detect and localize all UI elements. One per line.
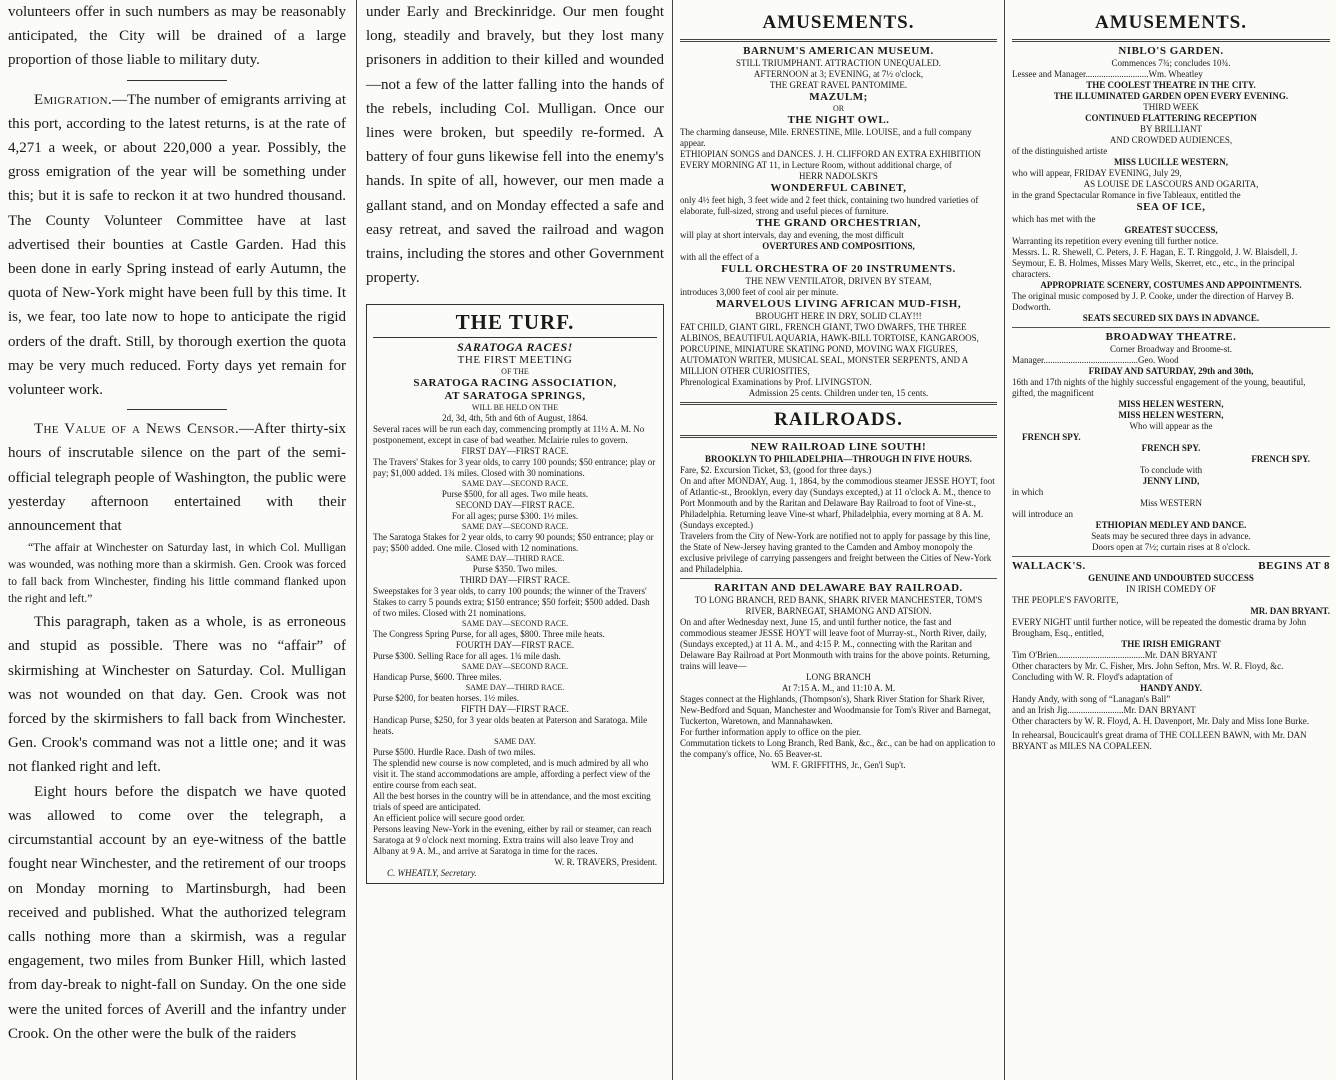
race-dates: 2d, 3d, 4th, 5th and 6th of August, 1864. xyxy=(442,413,588,424)
broadway-line: Miss WESTERN xyxy=(1139,498,1203,508)
race-subheading: SAME DAY—SECOND RACE. xyxy=(461,619,569,629)
raritan-subtitle: TO LONG BRANCH, RED BANK, SHARK RIVER MANCHESTER, TOM'S RIVER, BARNEGAT, SHAMONG AND ATSION. xyxy=(694,595,983,616)
rule xyxy=(680,578,997,579)
wallack-line: IN IRISH COMEDY OF xyxy=(1126,584,1216,594)
barnum-curiosities: FAT CHILD, GIANT GIRL, FRENCH GIANT, TWO DWARFS, THE THREE ALBINOS, BEAUTIFUL AQUARIA, HAWK-BILL TORTOISE, KANGAROOS, PORCUPINE, MINIATURE SKATING POND, MOVING WAX FIGURES, AUTOMATON WRITER, MUSICAL SEAL, MONSTER SERPENTS, AND A MILLION OTHER CURIOSITIES, xyxy=(680,322,979,376)
race-text: The Congress Spring Purse, for all ages, $800. Three mile heats. xyxy=(373,629,605,640)
turf-heading: THE TURF. xyxy=(373,309,657,338)
niblo-line: CONTINUED FLATTERING RECEPTION xyxy=(1085,113,1257,123)
barnum-text: introduces 3,000 feet of cool air per minute. xyxy=(680,287,839,297)
barnum-line: AFTERNOON at 3; EVENING, at 7½ o'clock, xyxy=(753,69,924,79)
niblo-line: THE ILLUMINATED GARDEN OPEN EVERY EVENING. xyxy=(1053,91,1289,101)
barnum-mazulm: MAZULM; xyxy=(809,91,868,103)
barnum-full-orchestra: FULL ORCHESTRA OF 20 INSTRUMENTS. xyxy=(721,263,956,275)
broadway-line: JENNY LIND, xyxy=(1142,476,1200,486)
race-heading: FOURTH DAY—FIRST RACE. xyxy=(455,640,575,651)
broadway-line: ETHIOPIAN MEDLEY AND DANCE. xyxy=(1095,520,1247,530)
niblo-sea-of-ice: SEA OF ICE, xyxy=(1136,201,1206,213)
column-amusements-railroads xyxy=(676,0,1001,1080)
barnum-admission: Admission 25 cents. Children under ten, 15 cents. xyxy=(748,388,929,398)
turf-advertisement xyxy=(366,304,664,884)
race-subheading: SAME DAY—THIRD RACE. xyxy=(465,554,565,564)
secretary-signature: C. WHEATLY, Secretary. xyxy=(387,868,477,879)
wallack-line: HANDY ANDY. xyxy=(1140,683,1202,693)
barnum-ventilator: THE NEW VENTILATOR, DRIVEN BY STEAM, xyxy=(745,276,932,286)
will-be-held: WILL BE HELD ON THE xyxy=(471,403,559,413)
wallack-line: and an Irish Jig.........................Mr. DAN BRYANT xyxy=(1012,705,1196,715)
new-line-subtitle: BROOKLYN TO PHILADELPHIA—THROUGH IN FIVE HOURS. xyxy=(705,454,972,464)
censor-lead: The Value of a News Censor. xyxy=(34,421,239,438)
barnum-nadolski: HERR NADOLSKI'S xyxy=(799,171,878,181)
niblo-line: APPROPRIATE SCENERY, COSTUMES AND APPOINTMENTS. xyxy=(1040,280,1302,290)
emigration-lead: Emigration. xyxy=(34,91,112,108)
race-text: Purse $500, for all ages. Two mile heats. xyxy=(441,489,589,500)
raritan-title: RARITAN AND DELAWARE BAY RAILROAD. xyxy=(714,582,963,594)
race-text: The Travers' Stakes for 3 year olds, to carry 100 pounds; $50 entrance; play or pay; $1,000 added. 1¾ miles. Closed with 30 nominations. xyxy=(373,457,656,479)
raritan-body: On and after Wednesday next, June 15, and until further notice, the fast and commodious steamer JESSE HOYT will leave foot of Murray-st., North River, daily, (Sundays excepted,) at 11 A. M., and 4:15 P. M., connecting with the Raritan and Delaware Bay Railroad at Port Monmouth with trains for the above points. Returning, trains will leave— xyxy=(680,617,990,671)
railroads-heading: RAILROADS. xyxy=(774,409,903,430)
of-the: OF THE xyxy=(501,367,529,377)
rule xyxy=(1012,556,1330,557)
barnum-mud-fish: MARVELOUS LIVING AFRICAN MUD-FISH, xyxy=(715,298,962,310)
new-line-body: On and after MONDAY, Aug. 1, 1864, by the commodious steamer JESSE HOYT, foot of Atlantic-st., Brooklyn, every day (Sundays excepted,) at 11 o'clock A. M., thence to Port Monmouth and by the Raritan and Delaware Bay Railroad to foot of Vine-st., Philadelphia. Returning leave Vine-st wharf, Philadelphia, every morning at 8 A. M. (Sundays excepted.) xyxy=(680,476,995,530)
amusements-heading: AMUSEMENTS. xyxy=(762,12,915,33)
niblo-line: AS LOUISE DE LASCOURS AND OGARITA, xyxy=(1083,179,1259,189)
amusements-heading: AMUSEMENTS. xyxy=(1095,12,1247,33)
broadway-line: in which xyxy=(1012,487,1044,497)
barnum-line: THE GREAT RAVEL PANTOMIME. xyxy=(769,80,908,90)
wallack-line: MR. DAN BRYANT. xyxy=(1250,606,1330,616)
barnum-text: The charming danseuse, Mlle. ERNESTINE, Mlle. LOUISE, and a full company appear. xyxy=(680,127,972,148)
rule xyxy=(1012,327,1330,328)
broadway-line: FRENCH SPY. xyxy=(1251,454,1310,464)
niblo-line: in the grand Spectacular Romance in five Tableaux, entitled the xyxy=(1012,190,1241,200)
race-text: Handicap Purse, $600. Three miles. xyxy=(373,672,502,683)
race-text: For all ages; purse $300. 1½ miles. xyxy=(451,511,579,522)
barnum-orchestrian: THE GRAND ORCHESTRIAN, xyxy=(756,217,921,229)
niblo-cast: Messrs. L. R. Shewell, C. Peters, J. F. Hagan, E. T. Ringgold, J. W. Blaisdell, J. Seymour, E. B. Holmes, Misses Mary Wells, Skerret, etc., etc., in the principal characters. xyxy=(1012,247,1298,279)
niblo-line: Warranting its repetition every evening till further notice. xyxy=(1012,236,1219,246)
wallack-header xyxy=(1012,560,1330,573)
separator xyxy=(127,80,227,81)
broadway-line: will introduce an xyxy=(1012,509,1073,519)
race-heading: FIRST DAY—FIRST RACE. xyxy=(461,446,569,457)
race-text: Sweepstakes for 3 year olds, to carry 100 pounds; the winner of the Travers' Stakes to carry 5 pounds extra; $150 entrance; $50 forfeit; $500 added. Dash of two miles. Closed with 21 nominations. xyxy=(373,586,650,619)
broadway-line: 16th and 17th nights of the highly successful engagement of the young, beautiful, gifted, the magnificent xyxy=(1012,377,1306,398)
broadway-line: Corner Broadway and Broome-st. xyxy=(1110,344,1232,354)
niblo-line: The original music composed by J. P. Cooke, under the direction of Harvey B. Dodworth. xyxy=(1012,291,1294,312)
column-amusements-theatres xyxy=(1008,0,1334,1080)
wallack-line: Other characters by Mr. C. Fisher, Mrs. John Sefton, Mrs. W. R. Floyd, &c. xyxy=(1012,661,1284,671)
raritan-commutation: Commutation tickets to Long Branch, Red Bank, &c., &c., can be had on application to the company's office, No. 65 Beaver-st. xyxy=(680,738,996,759)
race-text: Purse $350. Two miles. xyxy=(472,564,558,575)
paragraph-battle-continued: under Early and Breckinridge. Our men fought long, steadily and bravely, but they lost many prisoners in addition to their killed and wounded—not a few of the latter falling into the hands of the rebels, including Col. Mulligan. Once our lines were broken, but speedily re-formed. A battery of four guns likewise fell into the enemy's hands. In spite of all, however, our men made a gallant stand, and on Monday effected a safe and easy retreat, and saved the railroad and wagon trains, including the stores and other Government property. xyxy=(366,4,664,287)
niblo-lessee: Lessee and Manager............................Wm. Wheatley xyxy=(1012,69,1203,79)
president-signature: W. R. TRAVERS, President. xyxy=(554,857,657,868)
broadway-line: FRIDAY AND SATURDAY, 29th and 30th, xyxy=(1088,366,1254,376)
wallack-line: Concluding with W. R. Floyd's adaptation of xyxy=(1012,672,1173,682)
raritan-further: For further information apply to office on the pier. xyxy=(680,727,862,737)
telegram-quote: “The affair at Winchester on Saturday last, in which Col. Mulligan was wounded, was nothing more than a skirmish. Gen. Crook was forced to fall back from Winchester, finding his little command flanked upon the right and left.” xyxy=(8,542,346,606)
broadway-manager: Manager..........................................Geo. Wood xyxy=(1012,355,1179,365)
broadway-line: FRENCH SPY. xyxy=(1141,443,1201,453)
rule xyxy=(680,402,997,405)
wallack-line: Handy Andy, with song of “Lanagan's Ball” xyxy=(1012,694,1171,704)
niblo-line: GREATEST SUCCESS, xyxy=(1124,225,1218,235)
paragraph-volunteers: volunteers offer in such numbers as may be reasonably anticipated, the City will be drained of a large proportion of those liable to military duty. xyxy=(8,4,346,69)
rule xyxy=(1012,39,1330,42)
raritan-signature: WM. F. GRIFFITHS, Jr., Gen'l Sup't. xyxy=(771,760,906,770)
niblo-line: Commences 7¾; concludes 10¾. xyxy=(1111,58,1231,68)
police-notice: An efficient police will secure good order. xyxy=(373,813,526,824)
new-line-fare: Fare, $2. Excursion Ticket, $3, (good for three days.) xyxy=(680,465,872,475)
barnum-night-owl: THE NIGHT OWL. xyxy=(787,114,890,126)
race-subheading: SAME DAY—THIRD RACE. xyxy=(465,683,565,693)
column-rule xyxy=(672,0,673,1080)
column-rule xyxy=(1004,0,1005,1080)
barnum-cabinet: WONDERFUL CABINET, xyxy=(770,182,907,194)
wallack-line: GENUINE AND UNDOUBTED SUCCESS xyxy=(1088,573,1254,583)
race-subheading: SAME DAY. xyxy=(494,737,536,747)
separator xyxy=(127,409,227,410)
raritan-stages: Stages connect at the Highlands, (Thompson's), Shark River Station for Shark River, New-Bedford and Squan, Manchester and Woodmansie for Tom's River and Barnegat, Tuckerton, Waretown, and Mannahawken. xyxy=(680,694,991,726)
niblo-line: of the distinguished artiste xyxy=(1012,146,1108,156)
raritan-long-branch: LONG BRANCH xyxy=(806,672,871,682)
broadway-line: Seats may be secured three days in advance. xyxy=(1091,531,1251,541)
new-line-title: NEW RAILROAD LINE SOUTH! xyxy=(750,441,927,453)
broadway-line: MISS HELEN WESTERN, xyxy=(1118,410,1224,420)
wallack-line: Other characters by W. R. Floyd, A. H. Davenport, Mr. Daly and Miss Ione Burke. xyxy=(1012,716,1309,726)
barnum-title: BARNUM'S AMERICAN MUSEUM. xyxy=(743,45,934,57)
wallack-line: THE IRISH EMIGRANT xyxy=(1121,639,1221,649)
barnum-text: only 4½ feet high, 3 feet wide and 2 feet thick, containing two hundred varieties of elaborate, full-sized, strong and useful pieces of furniture. xyxy=(680,195,979,216)
race-heading: FIFTH DAY—FIRST RACE. xyxy=(461,704,569,715)
race-intro: Several races will be run each day, commencing promptly at 11½ A. M. No postponement, except in case of bad weather. McIairie rules to govern. xyxy=(373,424,645,446)
race-subheading: SAME DAY—SECOND RACE. xyxy=(461,522,569,532)
niblo-line: MISS LUCILLE WESTERN, xyxy=(1113,157,1229,167)
new-line-note: Travelers from the City of New-York are notified not to apply for passage by this line, the State of New-Jersey having granted to the Camden and Amboy monopoly the exclusive privilege of carrying passengers and freight between the Cities of New-York and Philadelphia. xyxy=(680,531,992,574)
wallack-begins: BEGINS AT 8 xyxy=(1258,560,1330,572)
paragraph-emigration xyxy=(8,88,346,403)
barnum-text: ETHIOPIAN SONGS and DANCES. J. H. CLIFFORD AN EXTRA EXHIBITION EVERY MORNING AT 11, in Lecture Room, without additional charge, of xyxy=(680,149,982,170)
paragraph-news-censor xyxy=(8,417,346,538)
wallack-line: In rehearsal, Boucicault's great drama of THE COLLEEN BAWN, with Mr. DAN BRYANT as MILES NA COPALEEN. xyxy=(1012,730,1307,751)
column-turf xyxy=(362,0,668,1080)
niblo-line: THIRD WEEK xyxy=(1143,102,1199,112)
raritan-times: At 7:15 A. M., and 11:10 A. M. xyxy=(781,683,896,693)
race-heading: THIRD DAY—FIRST RACE. xyxy=(459,575,571,586)
niblo-line: BY BRILLIANT xyxy=(1140,124,1202,134)
broadway-line: Doors open at 7½; curtain rises at 8 o'clock. xyxy=(1091,542,1251,552)
course-notice: The splendid new course is now completed, and is much admired by all who visit it. The stand accommodations are ample, affording a perfect view of the entire course from each seat. xyxy=(373,758,651,791)
barnum-overtures: OVERTURES AND COMPOSITIONS, xyxy=(762,241,915,251)
race-text: Purse $300. Selling Race for all ages. 1¾ mile dash. xyxy=(373,651,561,662)
niblo-title: NIBLO'S GARDEN. xyxy=(1118,45,1224,57)
wallack-title: WALLACK'S. xyxy=(1012,560,1086,572)
barnum-brought: BROUGHT HERE IN DRY, SOLID CLAY!!! xyxy=(755,311,922,321)
rule xyxy=(680,435,997,438)
broadway-line: Who will appear as the xyxy=(1129,421,1213,431)
broadway-line: To conclude with xyxy=(1139,465,1203,475)
niblo-line: THE COOLEST THEATRE IN THE CITY. xyxy=(1086,80,1256,90)
first-meeting: THE FIRST MEETING xyxy=(457,354,573,367)
barnum-text: Phrenological Examinations by Prof. LIVINGSTON. xyxy=(680,377,872,387)
niblo-line: SEATS SECURED SIX DAYS IN ADVANCE. xyxy=(1082,313,1260,323)
association-name: SARATOGA RACING ASSOCIATION, xyxy=(413,377,617,390)
column-editorial xyxy=(4,0,350,1080)
barnum-text: with all the effect of a xyxy=(680,252,760,262)
barnum-text: will play at short intervals, day and evening, the most difficult xyxy=(680,230,904,240)
race-subheading: SAME DAY—SECOND RACE. xyxy=(461,479,569,489)
saratoga-races: SARATOGA RACES! xyxy=(457,340,573,355)
broadway-line: FRENCH SPY. xyxy=(1022,432,1081,442)
race-text: Purse $200, for beaten horses. 1½ miles. xyxy=(373,693,519,704)
barnum-or: OR xyxy=(832,104,845,113)
race-subheading: SAME DAY—SECOND RACE. xyxy=(461,662,569,672)
column-rule xyxy=(356,0,357,1080)
barnum-line: STILL TRIUMPHANT. ATTRACTION UNEQUALED. xyxy=(735,58,942,68)
rule xyxy=(680,39,997,42)
race-text: Purse $500. Hurdle Race. Dash of two miles. xyxy=(373,747,536,758)
paragraph-erroneous: This paragraph, taken as a whole, is as erroneous and stupid as possible. There was no “affair” of skirmishing at Winchester on Saturday. Col. Mulligan was not wounded on that day. Gen. Crook was not forced by the skirmishers to fall back from Winchester. Gen. Crook's command was not a little one; and it was not flanked right and left. xyxy=(8,614,346,776)
censor-text: —After thirty-six hours of inscrutable silence on the part of the semi-official telegraph people of Washington, the public were yesterday afternoon entertained with their announcement that xyxy=(8,421,346,535)
trains-notice: Persons leaving New-York in the evening, either by rail or steamer, can reach Saratoga at 9 o'clock next morning. Extra trains will also leave Troy and Albany at 9 A. M., and arrive at Saratoga in time for the races. xyxy=(373,824,652,857)
niblo-line: who will appear, FRIDAY EVENING, July 29, xyxy=(1012,168,1182,178)
niblo-line: which has met with the xyxy=(1012,214,1096,224)
broadway-title: BROADWAY THEATRE. xyxy=(1105,331,1237,343)
broadway-line: MISS HELEN WESTERN, xyxy=(1118,399,1224,409)
wallack-line: EVERY NIGHT until further notice, will be repeated the domestic drama by John Brougham, Esq., entitled, xyxy=(1012,617,1307,638)
race-heading: SECOND DAY—FIRST RACE. xyxy=(455,500,575,511)
race-text: Handicap Purse, $250, for 3 year olds beaten at Paterson and Saratoga. Mile heats. xyxy=(373,715,648,737)
wallack-line: THE PEOPLE'S FAVORITE, xyxy=(1012,595,1119,605)
race-text: The Saratoga Stakes for 2 year olds, to carry 90 pounds; $50 entrance; play or pay; $500 added. One mile. Closed with 12 nominations. xyxy=(373,532,654,554)
emigration-text: —The number of emigrants arriving at this port, according to the latest returns, is at the rate of 4,271 a week, or about 220,000 a year. Possibly, the gross emigration of the year will be something under this; but it is safe to reckon it at two hundred thousand. The County Volunteer Committee have at last advertised their bounties at Castle Garden. Had this been done in early Spring instead of early Autumn, the quota of New-York might have been full by this time. It is, we fear, too late now to hope to anticipate the rigid orders of the draft. Still, by thorough exertion the quota may be very much reduced. Forty days yet remain for volunteer work. xyxy=(8,91,346,399)
horses-notice: All the best horses in the country will be in attendance, and the most exciting trials of speed are anticipated. xyxy=(373,791,651,813)
paragraph-eight-hours: Eight hours before the dispatch we have quoted was allowed to come over the telegraph, a circumstantial account by an eye-witness of the battle fought near Winchester, and the retirement of our troops on Monday morning to Martinsburgh, had been received and published. What the authorized telegram calls nothing more than a skirmish, was a regular engagement, two miles from Bunker Hill, which lasted from day-break to night-fall on Sunday. On the one side were the united forces of Averill and the infantry under Crook. On the other were the bulk of the raiders xyxy=(8,783,346,1042)
niblo-line: AND CROWDED AUDIENCES, xyxy=(1109,135,1233,145)
association-location: AT SARATOGA SPRINGS, xyxy=(444,390,586,403)
wallack-line: Tim O'Brien.......................................Mr. DAN BRYANT xyxy=(1012,650,1218,660)
